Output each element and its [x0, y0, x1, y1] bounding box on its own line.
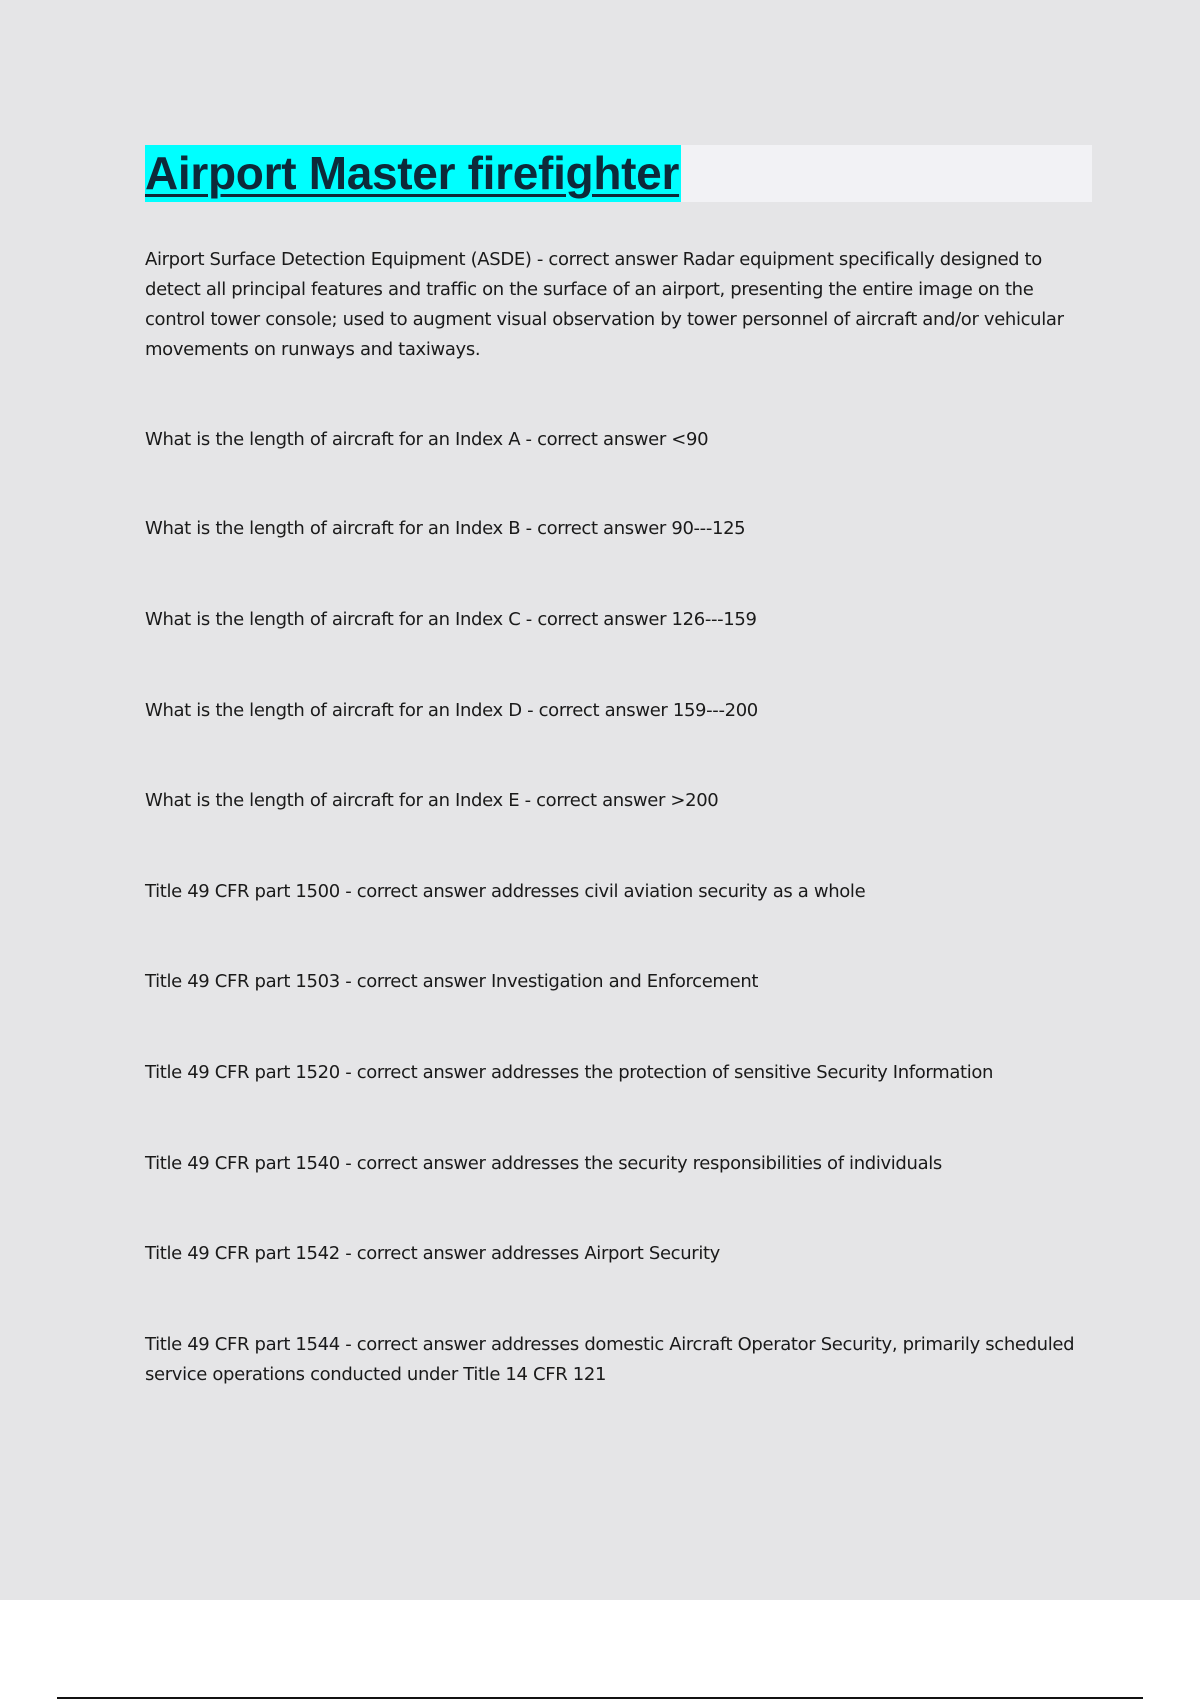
qa-entry-index-b: What is the length of aircraft for an Index B - correct answer 90---125: [145, 518, 746, 539]
qa-entry-cfr-1544: Title 49 CFR part 1544 - correct answer addresses domestic Aircraft Operator Security, primarily scheduled service operations conducted under Title 14 CFR 121: [145, 1334, 1075, 1385]
qa-entry-index-c: What is the length of aircraft for an Index C - correct answer 126---159: [145, 609, 757, 630]
footer-divider: [57, 1697, 1143, 1699]
qa-entry-index-d: What is the length of aircraft for an Index D - correct answer 159---200: [145, 700, 758, 721]
qa-entry-cfr-1520: Title 49 CFR part 1520 - correct answer addresses the protection of sensitive Security Information: [145, 1062, 994, 1083]
qa-entry-index-a: What is the length of aircraft for an Index A - correct answer <90: [145, 429, 709, 450]
qa-entry-asde: Airport Surface Detection Equipment (ASDE) - correct answer Radar equipment specifically designed to detect all principal features and traffic on the surface of an airport, presenting the entire image on the control tower console; used to augment visual observation by tower personnel of aircraft and/or vehicular movements on runways and taxiways.: [145, 249, 1064, 360]
qa-entry-index-e: What is the length of aircraft for an Index E - correct answer >200: [145, 790, 719, 811]
page-title: Airport Master firefighter: [145, 145, 681, 202]
qa-entry-cfr-1500: Title 49 CFR part 1500 - correct answer addresses civil aviation security as a whole: [145, 881, 866, 902]
qa-entry-cfr-1540: Title 49 CFR part 1540 - correct answer addresses the security responsibilities of individuals: [145, 1153, 942, 1174]
qa-entry-cfr-1542: Title 49 CFR part 1542 - correct answer addresses Airport Security: [145, 1243, 720, 1264]
qa-entry-cfr-1503: Title 49 CFR part 1503 - correct answer Investigation and Enforcement: [145, 971, 759, 992]
